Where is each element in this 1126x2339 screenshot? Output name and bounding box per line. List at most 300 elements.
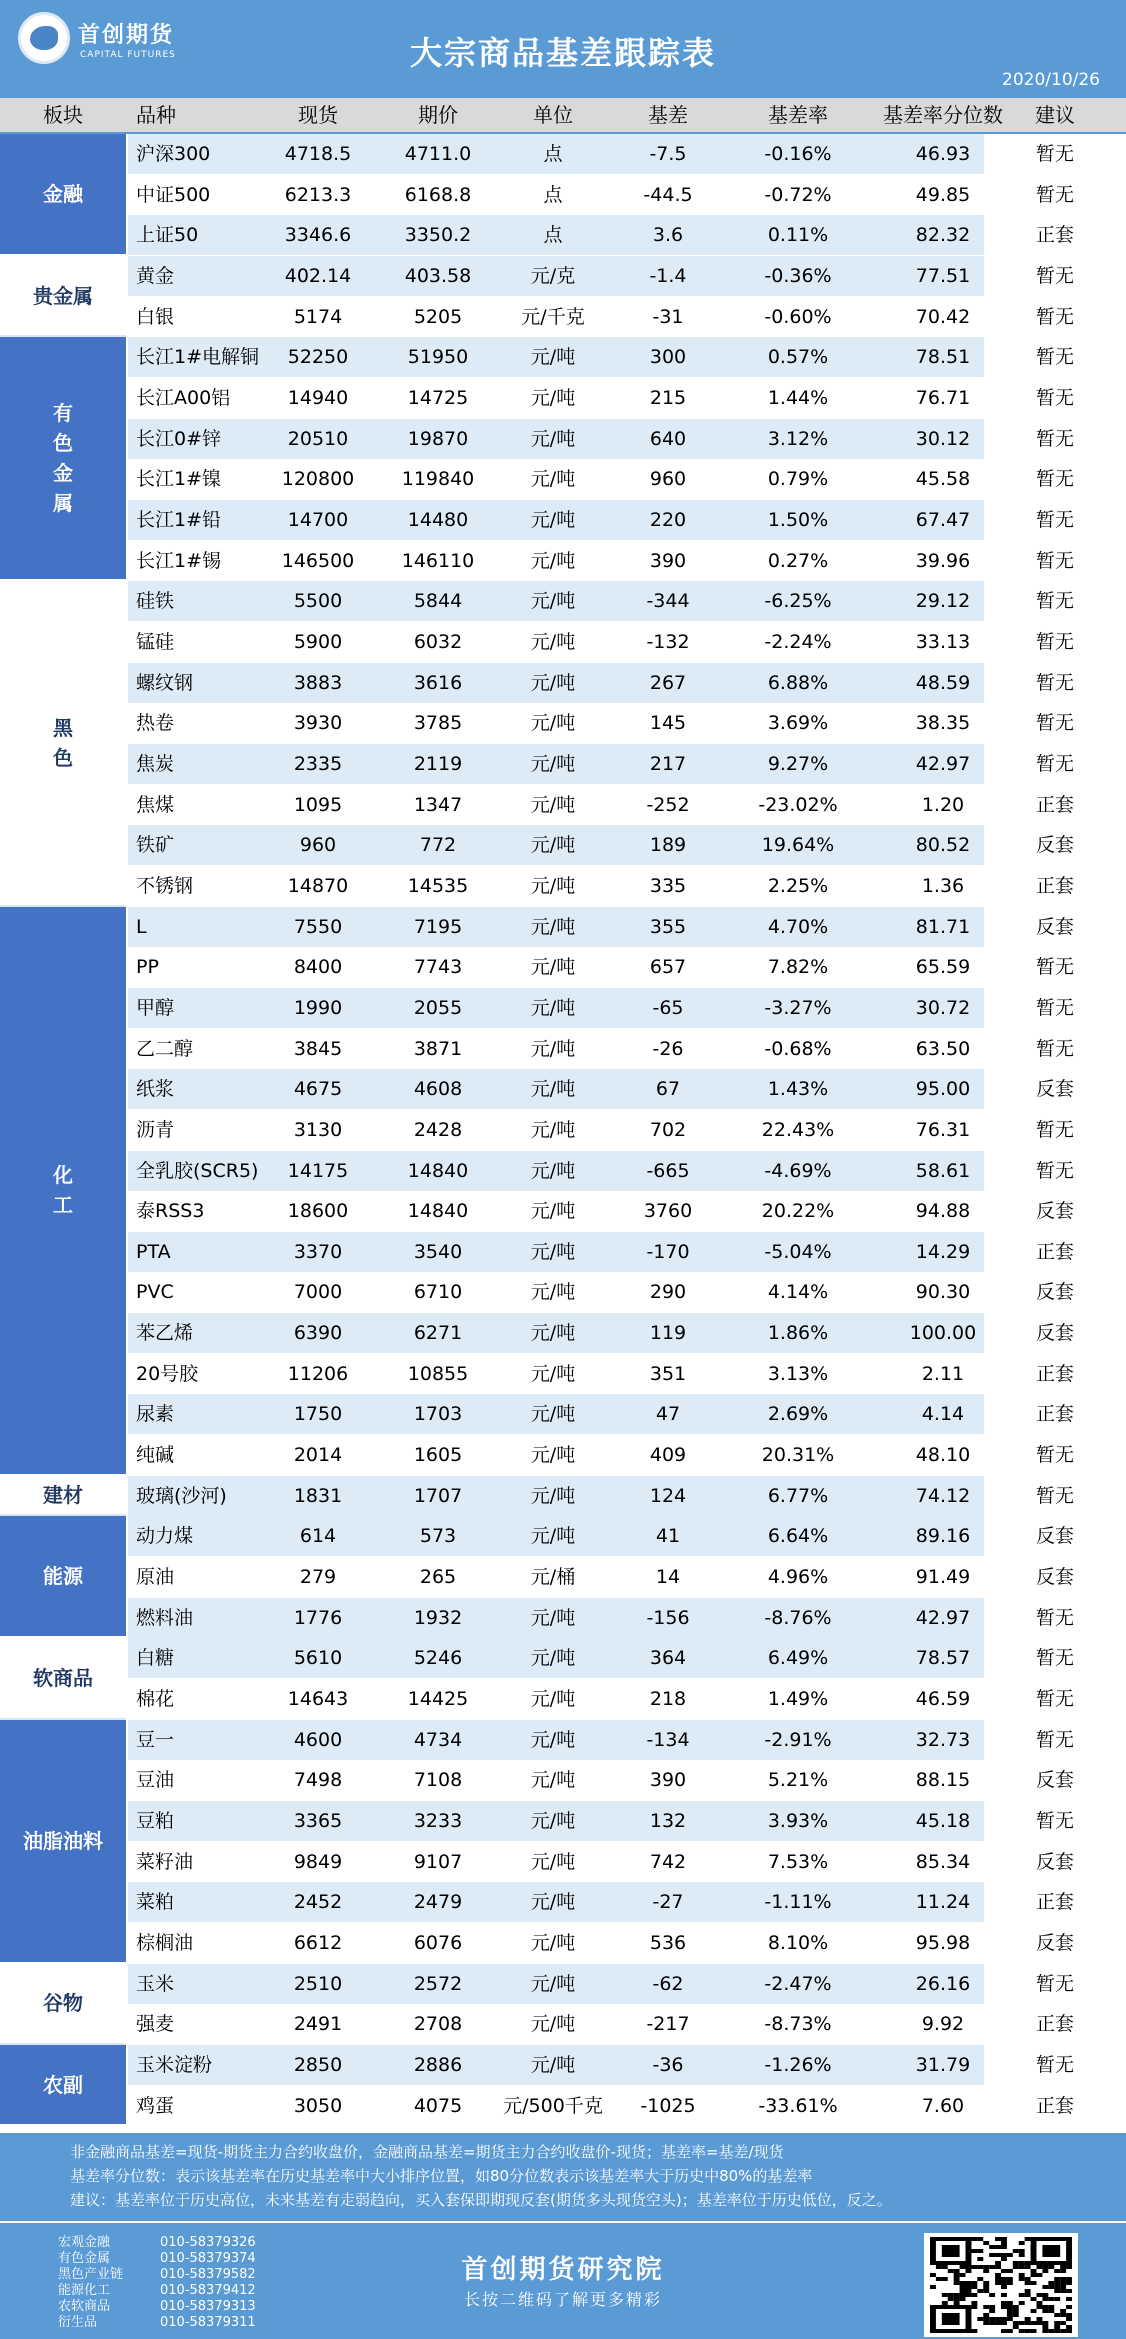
col-futures: 期价 [418,103,458,127]
cell-percentile: 4.14 [921,1403,965,1426]
cell-name: 沥青 [136,1118,175,1141]
cell-basis: 220 [649,508,687,531]
cell-futures: 265 [419,1566,457,1589]
table-row [128,215,984,255]
cell-futures: 7108 [413,1769,463,1792]
cell-name: 长江A00铝 [136,386,231,409]
cell-suggestion: 正套 [1035,2094,1074,2117]
cell-basis-rate: 1.50% [767,508,829,531]
cell-percentile: 78.57 [915,1647,971,1670]
cell-spot: 402.14 [284,264,352,287]
table-row [128,1110,984,1150]
cell-futures: 3540 [413,1240,463,1263]
cell-unit: 元/500千克 [503,2094,603,2117]
table-row [128,947,984,987]
cell-spot: 2850 [293,2054,343,2077]
table-row [128,2045,984,2085]
cell-basis-rate: -2.91% [764,1728,832,1751]
cell-name: 长江1#镍 [136,468,222,491]
cell-basis: 290 [649,1281,687,1304]
cell-basis: 119 [649,1322,687,1345]
cell-percentile: 48.59 [915,671,971,694]
cell-futures: 2572 [413,1972,463,1995]
cell-spot: 3130 [293,1118,343,1141]
cell-name: 豆一 [136,1728,175,1751]
header-banner [0,0,1126,98]
qr-code-icon[interactable] [924,2233,1078,2337]
cell-basis: 390 [649,549,687,572]
cell-percentile: 46.59 [915,1688,971,1711]
cell-futures: 1703 [413,1403,463,1426]
cell-futures: 1347 [413,793,463,816]
cell-basis: 14 [655,1566,681,1589]
cell-suggestion: 反套 [1035,1078,1074,1101]
cell-basis: 145 [649,712,687,735]
cell-unit: 元/吨 [530,712,576,735]
cell-basis-rate: 4.70% [767,915,829,938]
cell-basis-rate: 7.82% [767,956,829,979]
cell-percentile: 30.12 [915,427,971,450]
cell-basis-rate: -8.73% [764,2013,832,2036]
cell-basis: -132 [646,630,690,653]
cell-basis: -1025 [640,2094,696,2117]
cell-spot: 2491 [293,2013,343,2036]
table-row [128,1435,984,1475]
table-row [128,1476,984,1516]
cell-suggestion: 正套 [1035,793,1074,816]
cell-suggestion: 暂无 [1035,752,1074,775]
cell-spot: 5610 [293,1647,343,1670]
cell-basis: 215 [649,386,687,409]
cell-percentile: 70.42 [915,305,971,328]
table-row [128,256,984,296]
cell-percentile: 91.49 [915,1566,971,1589]
cell-suggestion: 反套 [1035,1769,1074,1792]
cell-suggestion: 暂无 [1035,1728,1074,1751]
cell-basis-rate: 22.43% [761,1118,835,1141]
cell-basis: -31 [652,305,684,328]
cell-unit: 点 [543,143,563,165]
cell-basis: 960 [649,468,687,491]
contact-phone: 010-58379313 [160,2299,256,2314]
cell-name: 动力煤 [136,1525,194,1548]
cell-futures: 4734 [413,1728,463,1751]
cell-name: 白银 [136,305,175,328]
table-row [128,1964,984,2004]
cell-unit: 元/吨 [530,1159,576,1182]
cell-basis: -36 [652,2054,684,2077]
cell-unit: 元/吨 [530,468,576,491]
sector-cell [0,1516,126,1638]
cell-suggestion: 暂无 [1035,1647,1074,1670]
cell-spot: 14940 [287,386,349,409]
cell-futures: 6168.8 [404,183,472,206]
cell-unit: 元/吨 [530,793,576,816]
contact-phone: 010-58379412 [160,2283,256,2298]
cell-basis-rate: -3.27% [764,996,832,1019]
cell-percentile: 95.00 [915,1078,971,1101]
cell-basis-rate: 7.53% [767,1850,829,1873]
table-row [128,663,984,703]
cell-percentile: 81.71 [915,915,971,938]
cell-spot: 960 [299,834,337,857]
cell-suggestion: 暂无 [1035,1037,1074,1060]
cell-suggestion: 暂无 [1035,549,1074,572]
cell-name: 硅铁 [136,590,175,613]
cell-percentile: 9.92 [921,2013,965,2036]
logo-english-name: CAPITAL FUTURES [80,50,176,60]
cell-percentile: 67.47 [915,508,971,531]
cell-futures: 14480 [407,508,469,531]
cell-name: 焦煤 [136,793,175,816]
cell-name: PVC [136,1281,174,1304]
cell-unit: 元/吨 [530,427,576,450]
cell-basis-rate: 19.64% [761,834,835,857]
cell-basis: 364 [649,1647,687,1670]
cell-name: 螺纹钢 [136,671,194,694]
cell-basis: 335 [649,874,687,897]
cell-futures: 14425 [407,1688,469,1711]
cell-name: 棉花 [136,1688,175,1711]
cell-spot: 3365 [293,1810,343,1833]
cell-spot: 8400 [293,956,343,979]
cell-futures: 772 [419,834,457,857]
cell-futures: 3871 [413,1037,463,1060]
table-row [128,1557,984,1597]
cell-basis-rate: 20.31% [761,1444,835,1467]
cell-unit: 元/吨 [530,1484,576,1507]
sector-cell [0,907,126,1476]
cell-basis-rate: 5.21% [767,1769,829,1792]
table-row [128,541,984,581]
cell-basis-rate: 20.22% [761,1200,835,1223]
cell-suggestion: 暂无 [1035,630,1074,653]
cell-name: 沪深300 [136,143,211,165]
cell-spot: 1990 [293,996,343,1019]
table-row [128,378,984,418]
cell-percentile: 90.30 [915,1281,971,1304]
cell-suggestion: 反套 [1035,1200,1074,1223]
cell-spot: 279 [299,1566,337,1589]
cell-spot: 14870 [287,874,349,897]
cell-basis-rate: -6.25% [764,590,832,613]
cell-spot: 14175 [287,1159,349,1182]
logo-name: 首创期货 [78,23,175,48]
cell-futures: 14840 [407,1159,469,1182]
cell-name: 乙二醇 [136,1037,194,1060]
cell-suggestion: 暂无 [1035,1444,1074,1467]
contact-dept: 农软商品 [58,2299,111,2314]
cell-futures: 7195 [413,915,463,938]
cell-basis-rate: 6.88% [767,671,829,694]
cell-basis-rate: 4.96% [767,1566,829,1589]
cell-spot: 4675 [293,1078,343,1101]
cell-basis: -134 [646,1728,690,1751]
cell-spot: 2335 [293,752,343,775]
cell-spot: 20510 [287,427,349,450]
cell-suggestion: 正套 [1035,874,1074,897]
cell-name: 玉米 [136,1972,175,1995]
cell-unit: 元/吨 [530,1444,576,1467]
cell-unit: 元/吨 [530,956,576,979]
cell-basis: -217 [646,2013,690,2036]
cell-spot: 14700 [287,508,349,531]
cell-futures: 14535 [407,874,469,897]
qr-code-pattern [930,2237,1072,2333]
cell-basis: 3760 [643,1200,693,1223]
cell-percentile: 88.15 [915,1769,971,1792]
cell-unit: 元/吨 [530,1850,576,1873]
cell-percentile: 1.36 [921,874,965,897]
sector-label: 谷物 [43,1991,83,2016]
cell-name: 菜籽油 [136,1850,194,1873]
cell-unit: 元/吨 [530,630,576,653]
cell-unit: 元/吨 [530,1932,576,1955]
table-row [128,419,984,459]
cell-spot: 14643 [287,1688,349,1711]
cell-spot: 5900 [293,630,343,653]
cell-percentile: 31.79 [915,2054,971,2077]
cell-basis-rate: -1.26% [764,2054,832,2077]
cell-basis-rate: 3.93% [767,1810,829,1833]
cell-spot: 7550 [293,915,343,938]
cell-suggestion: 暂无 [1035,1972,1074,1995]
table-row [128,1923,984,1963]
cell-basis: 3.6 [652,224,684,247]
note-percentile: 基差率分位数：表示该基差率在历史基差率中大小排序位置，如80分位数表示该基差率大于历史中80%的基差率 [70,2167,813,2185]
cell-unit: 元/吨 [530,1688,576,1711]
cell-unit: 元/吨 [530,915,576,938]
cell-basis-rate: 9.27% [767,752,829,775]
cell-spot: 6213.3 [284,183,352,206]
cell-suggestion: 暂无 [1035,1484,1074,1507]
col-sector: 板块 [43,103,83,127]
cell-percentile: 65.59 [915,956,971,979]
cell-futures: 3616 [413,671,463,694]
cell-percentile: 76.71 [915,386,971,409]
cell-basis-rate: -1.11% [764,1891,832,1914]
contact-dept: 黑色产业链 [58,2267,124,2282]
cell-basis: 218 [649,1688,687,1711]
table-row [128,1191,984,1231]
cell-futures: 14840 [407,1200,469,1223]
cell-futures: 2708 [413,2013,463,2036]
cell-suggestion: 暂无 [1035,1606,1074,1629]
table-row [128,2004,984,2044]
sector-label: 油脂油料 [23,1828,103,1853]
cell-spot: 1095 [293,793,343,816]
cell-unit: 元/吨 [530,590,576,613]
cell-basis: 351 [649,1362,687,1385]
cell-unit: 元/吨 [530,1322,576,1345]
table-row [128,337,984,377]
cell-spot: 3050 [293,2094,343,2117]
table-row [128,1842,984,1882]
cell-name: 尿素 [136,1403,175,1426]
col-basis-rate: 基差率 [768,103,828,127]
contact-dept: 衍生品 [58,2315,98,2330]
cell-basis-rate: -33.61% [758,2094,838,2117]
cell-unit: 元/吨 [530,1525,576,1548]
table-row [128,1760,984,1800]
contact-dept: 能源化工 [58,2283,111,2298]
cell-basis: 390 [649,1769,687,1792]
cell-suggestion: 暂无 [1035,143,1074,165]
table-row [128,581,984,621]
cell-suggestion: 暂无 [1035,996,1074,1019]
cell-percentile: 11.24 [915,1891,971,1914]
contact-phone: 010-58379582 [160,2267,256,2282]
cell-name: 全乳胶(SCR5) [136,1159,259,1182]
col-unit: 单位 [533,103,573,127]
table-row [128,988,984,1028]
cell-percentile: 49.85 [915,183,971,206]
table-row [128,744,984,784]
cell-basis-rate: -8.76% [764,1606,832,1629]
sector-cell [0,581,126,906]
cell-suggestion: 暂无 [1035,2054,1074,2077]
cell-basis-rate: 2.69% [767,1403,829,1426]
cell-suggestion: 暂无 [1035,1118,1074,1141]
cell-basis-rate: -0.16% [764,143,832,165]
sector-cell [0,2045,126,2126]
table-row [128,1516,984,1556]
cell-name: 原油 [136,1566,175,1589]
cell-spot: 52250 [287,346,349,369]
cell-percentile: 74.12 [915,1484,971,1507]
cell-suggestion: 正套 [1035,1403,1074,1426]
cell-percentile: 100.00 [909,1322,977,1345]
cell-basis-rate: 3.69% [767,712,829,735]
cell-basis-rate: 1.43% [767,1078,829,1101]
cell-futures: 2886 [413,2054,463,2077]
cell-basis: -170 [646,1240,690,1263]
cell-name: 焦炭 [136,752,175,775]
cell-suggestion: 反套 [1035,1566,1074,1589]
contact-item [58,2315,256,2331]
cell-name: 铁矿 [136,834,175,857]
footer [0,2221,1126,2339]
cell-percentile: 32.73 [915,1728,971,1751]
cell-unit: 元/吨 [530,549,576,572]
cell-unit: 元/桶 [530,1566,576,1589]
cell-suggestion: 正套 [1035,224,1074,247]
cell-suggestion: 正套 [1035,2013,1074,2036]
cell-basis-rate: 0.27% [767,549,829,572]
cell-suggestion: 暂无 [1035,427,1074,450]
table-row [128,622,984,662]
cell-percentile: 89.16 [915,1525,971,1548]
sector-cell [0,1638,126,1719]
cell-spot: 3346.6 [284,224,352,247]
cell-name: 热卷 [136,712,175,735]
cell-basis-rate: -23.02% [758,793,838,816]
cell-suggestion: 反套 [1035,1322,1074,1345]
cell-name: 黄金 [136,264,175,287]
cell-futures: 6032 [413,630,463,653]
cell-basis: 409 [649,1444,687,1467]
cell-percentile: 63.50 [915,1037,971,1060]
cell-basis-rate: -5.04% [764,1240,832,1263]
cell-percentile: 77.51 [915,264,971,287]
cell-basis: -665 [646,1159,690,1182]
contact-phone: 010-58379374 [160,2251,256,2266]
cell-unit: 元/克 [530,264,576,287]
cell-spot: 1831 [293,1484,343,1507]
cell-unit: 元/吨 [530,1078,576,1101]
cell-unit: 元/千克 [521,305,585,328]
sector-cell [0,134,126,256]
cell-unit: 点 [543,224,563,247]
sector-label: 农副 [43,2072,83,2097]
cell-futures: 573 [419,1525,457,1548]
cell-basis: 355 [649,915,687,938]
sector-cell [0,1476,126,1517]
table-row [128,1801,984,1841]
cell-unit: 元/吨 [530,2054,576,2077]
table-row [128,825,984,865]
cell-unit: 元/吨 [530,1972,576,1995]
cell-name: L [136,915,147,938]
table-row [128,785,984,825]
cell-name: 长江0#锌 [136,427,222,450]
cell-futures: 2119 [413,752,463,775]
cell-percentile: 48.10 [915,1444,971,1467]
cell-unit: 元/吨 [530,671,576,694]
page-title: 大宗商品基差跟踪表 [409,34,716,72]
sector-label: 软商品 [33,1666,93,1691]
cell-suggestion: 暂无 [1035,183,1074,206]
cell-unit: 元/吨 [530,1647,576,1670]
sector-label: 黑色 [53,715,73,770]
cell-suggestion: 暂无 [1035,386,1074,409]
cell-unit: 元/吨 [530,1769,576,1792]
cell-name: PTA [136,1240,171,1263]
table-row [128,703,984,743]
cell-basis: -27 [652,1891,684,1914]
cell-basis-rate: 1.44% [767,386,829,409]
table-row [128,175,984,215]
cell-name: 棕榈油 [136,1932,194,1955]
table-row [128,1679,984,1719]
cell-basis: -252 [646,793,690,816]
institute-name: 首创期货研究院 [461,2255,665,2285]
cell-suggestion: 暂无 [1035,1688,1074,1711]
cell-unit: 点 [543,183,563,206]
cell-spot: 4718.5 [284,143,352,165]
cell-spot: 6390 [293,1322,343,1345]
cell-name: 鸡蛋 [136,2094,175,2117]
cell-basis: -1.4 [649,264,687,287]
cell-percentile: 85.34 [915,1850,971,1873]
cell-spot: 2510 [293,1972,343,1995]
table-row [128,1272,984,1312]
cell-basis-rate: 6.64% [767,1525,829,1548]
cell-basis: 657 [649,956,687,979]
cell-suggestion: 暂无 [1035,264,1074,287]
cell-basis-rate: 8.10% [767,1932,829,1955]
cell-futures: 1605 [413,1444,463,1467]
table-row [128,1882,984,1922]
cell-unit: 元/吨 [530,1240,576,1263]
cell-name: 泰RSS3 [136,1200,205,1223]
col-suggestion: 建议 [1035,103,1075,127]
cell-percentile: 42.97 [915,1606,971,1629]
cell-percentile: 45.58 [915,468,971,491]
table-row [128,1394,984,1434]
cell-percentile: 26.16 [915,1972,971,1995]
cell-name: 白糖 [136,1647,175,1670]
